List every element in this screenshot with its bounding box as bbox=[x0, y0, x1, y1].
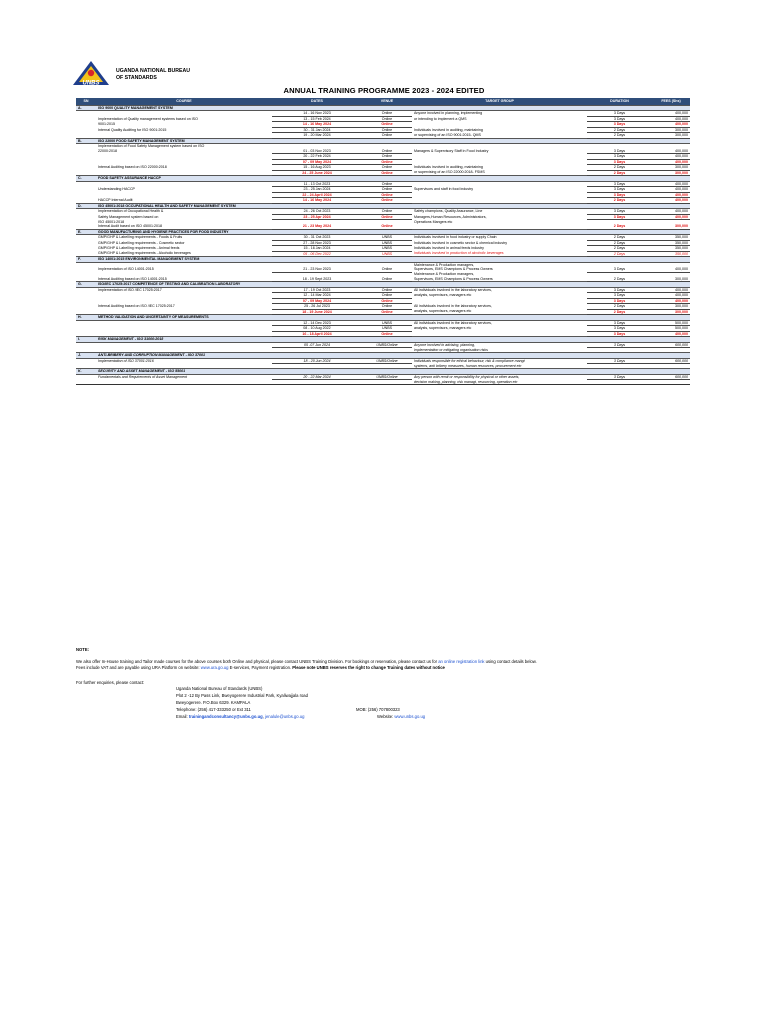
fee-cell: 350,000 bbox=[652, 235, 690, 241]
table-header-row bbox=[76, 98, 690, 105]
contact-telephone: Telephone: (256) 417-333250 or Ext 311 bbox=[176, 707, 251, 712]
course-cell: Implementation of Quality management systems based on ISO bbox=[98, 116, 198, 121]
dates-cell: 05 -07 Jun 2024 bbox=[272, 342, 362, 348]
course-cell: GMP/GHP & Labelling requirements - Animal feeds bbox=[98, 246, 180, 250]
dates-cell: 12 - 14 Mar 2024 bbox=[272, 293, 362, 299]
duration-cell: 2 Days bbox=[587, 309, 652, 315]
venue-cell: UNBS bbox=[362, 246, 412, 252]
fee-cell: 350,000 bbox=[652, 251, 690, 257]
fee-cell: 400,000 bbox=[652, 159, 690, 165]
duration-cell: 2 Days bbox=[587, 133, 652, 139]
target-cell: All individuals involved in the laboratory services, bbox=[414, 320, 492, 325]
duration-cell: 3 Days bbox=[587, 326, 652, 332]
target-cell: Supervisors, EMS Champions & Process Owners bbox=[414, 267, 493, 272]
sn-cell bbox=[76, 380, 96, 385]
contact-website: Website: www.unbs.go.ug bbox=[377, 714, 426, 719]
fee-cell: 500,000 bbox=[652, 326, 690, 332]
dates-cell: 25 - 26 Jul 2023 bbox=[272, 304, 362, 310]
duration-cell: 3 Days bbox=[587, 331, 652, 337]
dates-cell: 21 - 23 May 2024 bbox=[272, 224, 362, 229]
course-cell: Internal Quality Auditing for ISO 9001:2015 bbox=[98, 127, 167, 132]
email-link-training[interactable]: trainingandconsultancy@unbs.go.ug bbox=[188, 714, 263, 719]
dates-cell: 23 - 25 Jan 2024 bbox=[272, 187, 362, 193]
course-cell: Internal Auditing based on ISO 22000:2018 bbox=[98, 165, 167, 169]
duration-cell: 3 Days bbox=[587, 159, 652, 165]
course-cell: Implementation of ISO 37001:2016 bbox=[98, 358, 154, 363]
section-letter: E. bbox=[76, 229, 96, 235]
enquiries-text: For further enquiries, please contact: bbox=[76, 680, 145, 685]
target-cell: analysts, supervisors, managers etc bbox=[414, 309, 472, 314]
venue-cell: Online bbox=[362, 309, 412, 315]
fee-cell: 500,000 bbox=[652, 320, 690, 326]
fee-cell: 300,000 bbox=[652, 309, 690, 315]
org-line-2: OF STANDARDS bbox=[116, 75, 157, 81]
fee-cell bbox=[652, 380, 690, 385]
section-title: RISK MANAGEMENT - ISO 31000:2018 bbox=[96, 337, 690, 343]
duration-cell: 3 Days bbox=[587, 374, 652, 380]
course-cell: Implementation of Food Safety Management system based on ISO bbox=[98, 144, 205, 148]
target-cell: decision making, planning, risk managt, resourcing, operation etc bbox=[412, 380, 587, 385]
target-cell: analysts, supervisors, managers etc bbox=[414, 293, 472, 297]
dates-cell: 15 - 16 Jan 2024 bbox=[272, 246, 362, 252]
fee-cell: 400,000 bbox=[652, 116, 690, 122]
section-title: GOOD MANUFACTURING AND HYGIENE PRACTICES FOR FOOD INDUSTRY bbox=[96, 229, 690, 235]
section-title: ISO 14001:2015 ENVIRONMENTAL MANAGEMENT SYSTEM bbox=[96, 257, 690, 263]
section-letter: K. bbox=[76, 369, 96, 375]
fee-cell: 300,000 bbox=[652, 127, 690, 133]
duration-cell: 2 Days bbox=[587, 224, 652, 229]
duration-cell: 2 Days bbox=[587, 304, 652, 310]
organization-name bbox=[116, 68, 190, 82]
course-cell: Implementation of ISO 14001:2015 bbox=[98, 267, 154, 272]
duration-cell: 3 Days bbox=[587, 154, 652, 160]
venue-cell: UNBS bbox=[362, 320, 412, 326]
dates-cell: 17 - 19 Oct 2023 bbox=[272, 287, 362, 293]
duration-cell: 2 Days bbox=[587, 251, 652, 257]
section-title: ISO 9000 QUALITY MANAGEMENT SYSTEM bbox=[96, 105, 690, 111]
fee-cell: 400,000 bbox=[652, 122, 690, 128]
duration-cell: 3 Days bbox=[587, 214, 652, 220]
fee-cell: 300,000 bbox=[652, 224, 690, 229]
column-header-course: COURSE bbox=[96, 98, 272, 105]
training-programme-table bbox=[76, 98, 690, 385]
venue-cell bbox=[362, 380, 412, 385]
duration-cell: 2 Days bbox=[587, 170, 652, 176]
duration-cell: 3 Days bbox=[587, 320, 652, 326]
section-letter: F. bbox=[76, 257, 96, 263]
venue-cell: Online bbox=[362, 267, 412, 272]
target-cell: Supervisors, EMS Champions & Process Owners bbox=[414, 276, 493, 281]
venue-cell: Online bbox=[362, 127, 412, 133]
fee-cell: 400,000 bbox=[652, 181, 690, 187]
venue-cell: UNBS bbox=[362, 251, 412, 257]
fee-cell: 400,000 bbox=[652, 154, 690, 160]
course-cell: Implementation of Occupational Health & bbox=[98, 209, 164, 214]
section-letter: D. bbox=[76, 203, 96, 209]
online-registration-link[interactable]: an online registration link bbox=[438, 659, 485, 664]
venue-cell: Online bbox=[362, 122, 412, 128]
dates-cell: 13 - 15 Feb 2024 bbox=[272, 116, 362, 122]
dates-cell: 05 - 06 Dec 2022 bbox=[272, 251, 362, 257]
target-cell: Individuals involved in food industry or supply Chain bbox=[414, 235, 497, 240]
duration-cell: 3 Days bbox=[587, 209, 652, 215]
contact-mobile: MOB: (256) 707800323 bbox=[356, 707, 400, 712]
duration-cell: 3 Days bbox=[587, 149, 652, 154]
section-title: ISO 45001:2018 OCCUPATIONAL HEALTH AND SAFETY MANAGEMENT SYSTEM bbox=[96, 203, 690, 209]
unbs-logo bbox=[72, 60, 110, 86]
course-cell bbox=[96, 380, 272, 385]
venue-cell: Online bbox=[362, 149, 412, 154]
fee-cell: 400,000 bbox=[652, 293, 690, 299]
target-cell: Supervisors and staff in food industry bbox=[414, 187, 474, 191]
target-cell: systems, anti bribery measures, human resources, procurement etc bbox=[414, 363, 522, 368]
course-cell: Internal Audit based on ISO 45001:2018 bbox=[98, 224, 162, 228]
target-cell: or supervising of an ISO 9001:2015- QMS bbox=[414, 132, 481, 137]
course-cell: Understanding HACCP bbox=[98, 187, 135, 191]
column-header-sn: SN bbox=[76, 98, 96, 105]
fee-cell: 400,000 bbox=[652, 298, 690, 304]
target-cell: Managers & Supervisory Staff in Food Industry bbox=[414, 148, 489, 153]
section-title: ISO 22000 FOOD SAFETY MANAGEMENT SYSTEM bbox=[96, 138, 690, 144]
fee-cell: 300,000 bbox=[652, 133, 690, 139]
dates-cell: 20 - 22 Feb 2024 bbox=[272, 154, 362, 160]
venue-cell: Online bbox=[362, 133, 412, 139]
target-cell: or supervising of an ISO 22000:2018- FSMS bbox=[414, 170, 485, 175]
course-cell: Implementation of ISO /IEC 17025:2017 bbox=[98, 287, 162, 292]
website-link[interactable]: www.unbs.go.ug bbox=[394, 714, 426, 719]
fee-cell: 400,000 bbox=[652, 267, 690, 272]
venue-cell: Online bbox=[362, 224, 412, 229]
dates-cell: 08 - 10 Aug 2022 bbox=[272, 326, 362, 332]
duration-cell: 3 Days bbox=[587, 181, 652, 187]
section-letter: G. bbox=[76, 282, 96, 288]
target-cell: All individuals involved in the laboratory services, bbox=[414, 287, 492, 292]
duration-cell: 2 Days bbox=[587, 246, 652, 252]
target-cell: Individuals involved in production of alcoholic beverages bbox=[414, 251, 504, 256]
dates-cell: 18 - 19 June 2024 bbox=[272, 309, 362, 315]
venue-cell: Online bbox=[362, 293, 412, 299]
fee-cell: 600,000 bbox=[652, 374, 690, 380]
column-header-duration: DURATION bbox=[587, 98, 652, 105]
duration-cell: 3 Days bbox=[587, 192, 652, 198]
fee-cell: 350,000 bbox=[652, 240, 690, 246]
duration-cell: 2 Days bbox=[587, 235, 652, 241]
dates-cell: 07 - 09 May 2024 bbox=[272, 298, 362, 304]
course-cell: ISO 45001:2018 bbox=[98, 219, 125, 224]
course-cell: Internal Auditing based on ISO /IEC 17025:2017 bbox=[98, 304, 175, 308]
venue-cell: Online bbox=[362, 187, 412, 193]
fee-cell: 400,000 bbox=[652, 331, 690, 337]
duration-cell: 3 Days bbox=[587, 116, 652, 122]
course-cell: Fundamentals and Requirements of Asset Management bbox=[98, 374, 187, 379]
section-title: ISO/IEC 17025:2017 COMPETENCE OF TESTING AND CALIBRATION LABORATORY bbox=[96, 282, 690, 288]
course-cell: 22000:2018 bbox=[98, 148, 117, 153]
duration-cell: 2 Days bbox=[587, 198, 652, 204]
contact-address: Plot 2 -12 By Pass Link, Bweyogerere Industrial Park, Kyaliwajjala road bbox=[176, 693, 308, 698]
duration-cell: 3 Days bbox=[587, 122, 652, 128]
venue-cell: Online bbox=[362, 277, 412, 282]
dates-cell: 18 - 19 Sept 2023 bbox=[272, 277, 362, 282]
fee-cell: 400,000 bbox=[652, 209, 690, 215]
table-body bbox=[76, 105, 690, 385]
venue-cell: Online bbox=[362, 287, 412, 293]
duration-cell: 3 Days bbox=[587, 342, 652, 348]
target-cell: Safety champions, Quality Assurance, Line bbox=[414, 209, 483, 214]
fee-cell: 400,000 bbox=[652, 111, 690, 117]
fee-cell: 300,000 bbox=[652, 165, 690, 171]
venue-cell: Online bbox=[362, 198, 412, 204]
duration-cell: 2 Days bbox=[587, 165, 652, 171]
venue-cell: UNBS bbox=[362, 326, 412, 332]
dates-cell: 27 - 28 Nov 2023 bbox=[272, 240, 362, 246]
dates-cell: 30 - 31 Jan 2024 bbox=[272, 127, 362, 133]
dates-cell: 24 - 26 Oct 2023 bbox=[272, 209, 362, 215]
contact-email: Email: trainingandconsultancy@unbs.go.ug, jenalule@unbs.go.ug bbox=[176, 714, 305, 719]
org-line-1: UGANDA NATIONAL BUREAU bbox=[116, 68, 190, 74]
logo-text: UNBS bbox=[82, 80, 100, 86]
column-header-fees: FEES (Shs) bbox=[652, 98, 690, 105]
fee-cell: 300,000 bbox=[652, 170, 690, 176]
duration-cell bbox=[587, 380, 652, 385]
dates-cell: 14 - 16 Nov 2023 bbox=[272, 111, 362, 117]
course-cell: HACCP Internal Audit bbox=[98, 197, 133, 202]
duration-cell: 3 Days bbox=[587, 293, 652, 299]
fee-cell: 400,000 bbox=[652, 149, 690, 154]
dates-cell: 16 - 18 April 2024 bbox=[272, 331, 362, 337]
venue-cell: Online bbox=[362, 214, 412, 220]
target-cell: Any person with remit or responsibility for physical or other assets, bbox=[414, 374, 520, 379]
fee-cell: 400,000 bbox=[652, 187, 690, 193]
target-cell: Managers,Human Resources, Administrators, bbox=[414, 214, 487, 219]
venue-cell: Online bbox=[362, 154, 412, 160]
target-cell: Individuals involved in cosmetic sector & chemical industry bbox=[414, 240, 508, 245]
section-title: SECURITY AND ASSET MANAGEMENT - ISO 55001 bbox=[96, 369, 690, 375]
venue-cell: Online bbox=[362, 298, 412, 304]
fee-cell: 300,000 bbox=[652, 277, 690, 282]
fee-cell: 600,000 bbox=[652, 358, 690, 364]
target-cell: Maintenance & Production managers, bbox=[414, 272, 475, 276]
dates-cell: 18 - 20 Jun 2024 bbox=[272, 358, 362, 364]
target-cell: analysts, supervisors, managers etc bbox=[414, 326, 472, 330]
target-cell: All individuals involved in the laboratory services, bbox=[414, 304, 492, 308]
ura-website-link[interactable]: www.ura.go.ug bbox=[200, 665, 229, 670]
duration-cell: 3 Days bbox=[587, 298, 652, 304]
target-cell: Individuals involved in auditing, maintaining bbox=[414, 165, 483, 169]
dates-cell: 15 - 16 Aug 2023 bbox=[272, 165, 362, 171]
fee-cell: 400,000 bbox=[652, 198, 690, 204]
section-letter: I. bbox=[76, 337, 96, 343]
dates-cell bbox=[272, 380, 362, 385]
venue-cell: Online bbox=[362, 181, 412, 187]
duration-cell: 3 Days bbox=[587, 111, 652, 117]
dates-cell: 22 - 24 April 2024 bbox=[272, 192, 362, 198]
section-letter: B. bbox=[76, 138, 96, 144]
contact-name: Uganda National Bureau of Standards (UNBS) bbox=[176, 686, 263, 691]
venue-cell: Online bbox=[362, 331, 412, 337]
page-title: ANNUAL TRAINING PROGRAMME 2023 - 2024 EDITED bbox=[283, 86, 485, 95]
contact-po-box: Bweyogerere. P.O.Box 6329. KAMPALA bbox=[176, 700, 251, 705]
dates-cell: 11 - 13 Oct 2023 bbox=[272, 181, 362, 187]
dates-cell: 01 - 03 Nov 2023 bbox=[272, 149, 362, 154]
venue-cell: UNBS bbox=[362, 240, 412, 246]
course-cell: GMP/GHP & Labelling requirements - Foods & Fruits bbox=[98, 235, 183, 240]
dates-cell: 20 - 22 Mar 2024 bbox=[272, 374, 362, 380]
venue-cell: Online bbox=[362, 111, 412, 117]
duration-cell: 2 Days bbox=[587, 127, 652, 133]
fee-cell: 300,000 bbox=[652, 304, 690, 310]
target-cell: implementation or mitigating organisation risks bbox=[414, 347, 488, 352]
note-line-1: We also offer In-House training and Tailor made courses for the above courses both Online and physical, please contact UNBS Training Division. For bookings or reservation, please contact us for an online registration link using contact details below. bbox=[76, 659, 537, 664]
dates-cell: 23 - 25 Apr 2024 bbox=[272, 214, 362, 220]
email-link-jenalule[interactable]: jenalule@unbs.go.ug bbox=[265, 714, 305, 719]
venue-cell: UNBS/Online bbox=[362, 358, 412, 364]
target-cell: Operations Mangers etc bbox=[414, 219, 453, 224]
duration-cell: 3 Days bbox=[587, 358, 652, 364]
section-letter: A. bbox=[76, 105, 96, 111]
dates-cell: 14 - 16 May 2024 bbox=[272, 198, 362, 204]
section-title: ANTI-BRIBERY AND CORRUPTION MANAGEMENT - ISO 37001 bbox=[96, 353, 690, 359]
venue-cell: Online bbox=[362, 165, 412, 171]
section-title: FOOD SAFETY ASSURANCE HACCP bbox=[96, 176, 690, 182]
venue-cell: Online bbox=[362, 209, 412, 215]
course-cell: GMP/GHP & Labelling requirements - Alcoholic beverages bbox=[98, 251, 191, 256]
fee-cell: 600,000 bbox=[652, 342, 690, 348]
dates-cell: 14 - 16 May 2024 bbox=[272, 122, 362, 128]
duration-cell: 3 Days bbox=[587, 187, 652, 193]
section-title: METHOD VALIDATION AND UNCERTAINTY OF MEASUREMENTS bbox=[96, 315, 690, 321]
dates-cell: 12 - 14 Dec 2023 bbox=[272, 320, 362, 326]
venue-cell: Online bbox=[362, 116, 412, 122]
venue-cell: UNBS bbox=[362, 235, 412, 241]
venue-cell: UNBS/Online bbox=[362, 374, 412, 380]
fee-cell: 400,000 bbox=[652, 192, 690, 198]
venue-cell: Online bbox=[362, 170, 412, 176]
dates-cell: 21 - 23 Nov 2023 bbox=[272, 267, 362, 272]
column-header-dates: DATES bbox=[272, 98, 362, 105]
dates-cell: 19 - 20 Mar 2024 bbox=[272, 133, 362, 139]
duration-cell: 2 Days bbox=[587, 277, 652, 282]
target-cell: Anyone involved in planning, implementing bbox=[414, 111, 483, 116]
section-letter: J. bbox=[76, 353, 96, 359]
venue-cell: Online bbox=[362, 304, 412, 310]
duration-cell: 2 Days bbox=[587, 240, 652, 246]
fee-cell: 350,000 bbox=[652, 246, 690, 252]
column-header-venue: VENUE bbox=[362, 98, 412, 105]
target-cell: Individuals involved in auditing, maintaining bbox=[414, 127, 483, 132]
course-cell: 9001:2015 bbox=[98, 122, 115, 126]
target-cell: Maintenance & Production managers, bbox=[414, 262, 475, 267]
note-heading: NOTE: bbox=[76, 647, 90, 652]
target-cell: or intending to implement a QMS bbox=[414, 116, 467, 121]
course-cell: Safety Management system based on bbox=[98, 214, 159, 219]
venue-cell: UNBS/Online bbox=[362, 342, 412, 348]
dates-cell: 30 - 31 Oct 2023 bbox=[272, 235, 362, 241]
column-header-target-group: TARGET GROUP bbox=[412, 98, 587, 105]
target-cell: Individuals responsible for ethical behaviour, risk & compliance mangt bbox=[414, 358, 525, 363]
target-cell: Anyone involved in advising, planning, bbox=[414, 342, 475, 347]
table-row bbox=[76, 380, 690, 385]
note-line-2: Fees include VAT and are payable using URA Platform on website: www.ura.go.ug E-services, Payment registration. Please note UNBS reserves the right to change Training dates without notice bbox=[76, 665, 445, 670]
target-cell: Individuals involved in animal feeds industry bbox=[414, 246, 484, 250]
course-cell: Internal Auditing based on ISO 14001:2015 bbox=[98, 276, 167, 281]
fee-cell: 400,000 bbox=[652, 287, 690, 293]
venue-cell: Online bbox=[362, 159, 412, 165]
venue-cell: Online bbox=[362, 192, 412, 198]
section-letter: H. bbox=[76, 315, 96, 321]
dates-cell: 07 - 09 May 2024 bbox=[272, 159, 362, 165]
duration-cell: 3 Days bbox=[587, 267, 652, 272]
section-letter: C. bbox=[76, 176, 96, 182]
duration-cell: 3 Days bbox=[587, 287, 652, 293]
dates-cell: 24 - 25 June 2024 bbox=[272, 170, 362, 176]
course-cell: GMP/GHP & Labelling requirements - Cosmetic sector bbox=[98, 240, 185, 245]
fee-cell: 400,000 bbox=[652, 214, 690, 220]
